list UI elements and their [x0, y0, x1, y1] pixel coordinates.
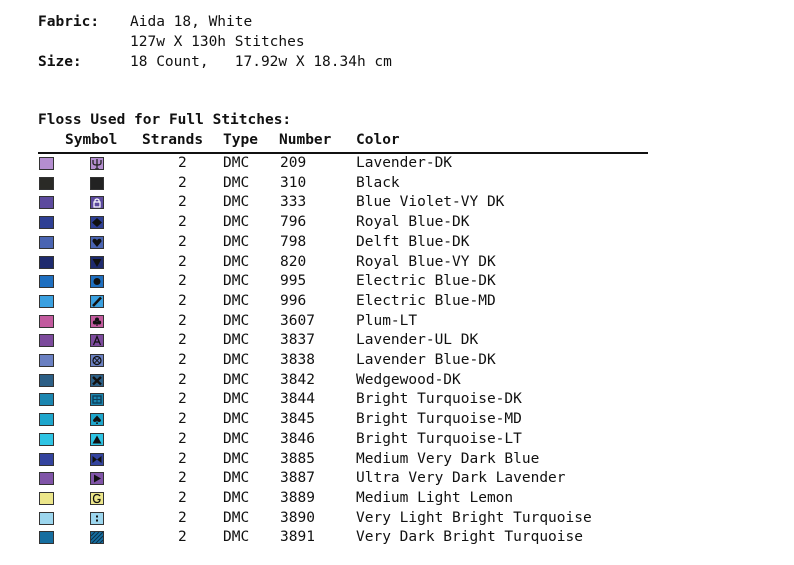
number-cell: 798 — [280, 233, 307, 250]
color-cell: Blue Violet-VY DK — [356, 194, 505, 211]
number-cell: 996 — [280, 292, 307, 309]
type-cell: DMC — [223, 489, 250, 506]
number-cell: 3845 — [280, 411, 315, 428]
hatched-square-icon — [91, 394, 103, 405]
strands-cell: 2 — [178, 312, 187, 329]
crossed-circle-icon — [91, 355, 103, 366]
number-cell: 3887 — [280, 470, 315, 487]
type-cell: DMC — [223, 174, 250, 191]
color-cell: Royal Blue-VY DK — [356, 253, 496, 270]
up-triangle-icon — [91, 434, 103, 445]
color-cell: Bright Turquoise-DK — [356, 391, 522, 408]
number-cell: 3844 — [280, 391, 315, 408]
symbol-box — [90, 492, 104, 505]
color-cell: Wedgewood-DK — [356, 371, 461, 388]
symbol-box — [90, 433, 104, 446]
letter-a-icon — [91, 335, 103, 346]
type-cell: DMC — [223, 470, 250, 487]
strands-cell: 2 — [178, 450, 187, 467]
table-header — [0, 132, 794, 150]
table-row — [0, 430, 794, 450]
table-row — [0, 272, 794, 292]
type-cell: DMC — [223, 529, 250, 546]
number-cell: 3837 — [280, 332, 315, 349]
color-swatch — [39, 157, 54, 170]
color-swatch — [39, 512, 54, 525]
number-cell: 3885 — [280, 450, 315, 467]
number-cell: 3842 — [280, 371, 315, 388]
strands-cell: 2 — [178, 155, 187, 171]
type-cell: DMC — [223, 391, 250, 408]
table-row — [0, 528, 794, 548]
heart-icon — [91, 237, 103, 248]
number-cell: 3890 — [280, 509, 315, 526]
symbol-box — [90, 512, 104, 525]
color-cell: Bright Turquoise-LT — [356, 430, 522, 447]
header-type: Type — [223, 132, 258, 148]
symbol-box — [90, 295, 104, 308]
symbol-box — [90, 315, 104, 328]
table-row — [0, 193, 794, 213]
table-row — [0, 331, 794, 351]
table-row — [0, 312, 794, 332]
table-row — [0, 213, 794, 233]
color-swatch — [39, 453, 54, 466]
color-swatch — [39, 433, 54, 446]
number-cell: 820 — [280, 253, 307, 270]
psi-icon — [91, 158, 103, 169]
number-cell: 209 — [280, 155, 307, 171]
fabric-value: Aida 18, White — [130, 14, 253, 30]
table-row — [0, 489, 794, 509]
size-label: Size: — [38, 54, 82, 70]
color-cell: Plum-LT — [356, 312, 418, 329]
strands-cell: 2 — [178, 332, 187, 349]
type-cell: DMC — [223, 430, 250, 447]
color-swatch — [39, 472, 54, 485]
color-swatch — [39, 334, 54, 347]
table-row — [0, 154, 794, 174]
number-cell: 333 — [280, 194, 307, 211]
fabric-row — [38, 14, 538, 54]
strands-cell: 2 — [178, 509, 187, 526]
color-swatch — [39, 413, 54, 426]
color-cell: Very Light Bright Turquoise — [356, 509, 592, 526]
color-swatch — [39, 295, 54, 308]
table-row — [0, 469, 794, 489]
type-cell: DMC — [223, 371, 250, 388]
number-cell: 995 — [280, 273, 307, 290]
color-swatch — [39, 216, 54, 229]
number-cell: 796 — [280, 214, 307, 231]
table-row — [0, 390, 794, 410]
strands-cell: 2 — [178, 352, 187, 368]
color-swatch — [39, 354, 54, 367]
color-cell: Lavender Blue-DK — [356, 352, 496, 368]
spade-icon — [91, 414, 103, 425]
fabric-stitches: 127w X 130h Stitches — [130, 34, 305, 50]
symbol-box — [90, 354, 104, 367]
strands-cell: 2 — [178, 371, 187, 388]
strands-cell: 2 — [178, 411, 187, 428]
table-row — [0, 253, 794, 273]
type-cell: DMC — [223, 292, 250, 309]
color-swatch — [39, 315, 54, 328]
diamond-icon — [91, 217, 103, 228]
type-cell: DMC — [223, 214, 250, 231]
number-cell: 3846 — [280, 430, 315, 447]
type-cell: DMC — [223, 312, 250, 329]
color-cell: Very Dark Bright Turquoise — [356, 529, 583, 546]
color-swatch — [39, 236, 54, 249]
strands-cell: 2 — [178, 529, 187, 546]
color-swatch — [39, 492, 54, 505]
number-cell: 3607 — [280, 312, 315, 329]
color-cell: Medium Light Lemon — [356, 489, 514, 506]
number-cell: 3838 — [280, 352, 315, 368]
type-cell: DMC — [223, 155, 250, 171]
symbol-box — [90, 157, 104, 170]
type-cell: DMC — [223, 411, 250, 428]
fabric-label: Fabric: — [38, 14, 100, 30]
symbol-box — [90, 531, 104, 544]
strands-cell: 2 — [178, 214, 187, 231]
header-number: Number — [279, 132, 332, 148]
slash-icon — [91, 296, 103, 307]
colon-icon — [91, 513, 103, 524]
right-triangle-icon — [91, 473, 103, 484]
filled-square-icon — [91, 178, 103, 189]
table-row — [0, 371, 794, 391]
color-cell: Medium Very Dark Blue — [356, 450, 540, 467]
number-cell: 310 — [280, 174, 307, 191]
symbol-box — [90, 334, 104, 347]
type-cell: DMC — [223, 194, 250, 211]
color-swatch — [39, 177, 54, 190]
color-cell: Electric Blue-MD — [356, 292, 496, 309]
lock-icon — [91, 197, 103, 208]
symbol-box — [90, 472, 104, 485]
color-cell: Electric Blue-DK — [356, 273, 496, 290]
down-triangle-icon — [91, 257, 103, 268]
strands-cell: 2 — [178, 489, 187, 506]
symbol-box — [90, 236, 104, 249]
symbol-box — [90, 177, 104, 190]
strands-cell: 2 — [178, 273, 187, 290]
type-cell: DMC — [223, 450, 250, 467]
color-swatch — [39, 374, 54, 387]
x-icon — [91, 375, 103, 386]
letter-g-icon — [91, 493, 103, 504]
header-symbol: Symbol — [65, 132, 118, 148]
circle-icon — [91, 276, 103, 287]
type-cell: DMC — [223, 332, 250, 349]
header-strands: Strands — [142, 132, 204, 148]
number-cell: 3889 — [280, 489, 315, 506]
symbol-box — [90, 275, 104, 288]
table-row — [0, 450, 794, 470]
header-color: Color — [356, 132, 400, 148]
color-swatch — [39, 393, 54, 406]
type-cell: DMC — [223, 233, 250, 250]
table-row — [0, 509, 794, 529]
color-cell: Royal Blue-DK — [356, 214, 470, 231]
table-row — [0, 410, 794, 430]
symbol-box — [90, 413, 104, 426]
color-cell: Lavender-UL DK — [356, 332, 479, 349]
color-cell: Ultra Very Dark Lavender — [356, 470, 566, 487]
color-cell: Bright Turquoise-MD — [356, 411, 522, 428]
diagonal-hatch-icon — [91, 532, 103, 543]
color-cell: Black — [356, 174, 400, 191]
type-cell: DMC — [223, 253, 250, 270]
strands-cell: 2 — [178, 292, 187, 309]
symbol-box — [90, 393, 104, 406]
color-cell: Delft Blue-DK — [356, 233, 470, 250]
strands-cell: 2 — [178, 194, 187, 211]
symbol-box — [90, 196, 104, 209]
table-row — [0, 292, 794, 312]
symbol-box — [90, 453, 104, 466]
color-swatch — [39, 196, 54, 209]
symbol-box — [90, 216, 104, 229]
color-swatch — [39, 531, 54, 544]
color-cell: Lavender-DK — [356, 155, 453, 171]
bowtie-icon — [91, 454, 103, 465]
strands-cell: 2 — [178, 430, 187, 447]
table-row — [0, 174, 794, 194]
size-row — [38, 54, 538, 74]
color-swatch — [39, 256, 54, 269]
color-swatch — [39, 275, 54, 288]
symbol-box — [90, 374, 104, 387]
type-cell: DMC — [223, 273, 250, 290]
table-row — [0, 233, 794, 253]
strands-cell: 2 — [178, 391, 187, 408]
symbol-box — [90, 256, 104, 269]
strands-cell: 2 — [178, 233, 187, 250]
type-cell: DMC — [223, 509, 250, 526]
strands-cell: 2 — [178, 253, 187, 270]
size-value: 18 Count, 17.92w X 18.34h cm — [130, 54, 392, 70]
strands-cell: 2 — [178, 174, 187, 191]
table-row — [0, 351, 794, 371]
number-cell: 3891 — [280, 529, 315, 546]
strands-cell: 2 — [178, 470, 187, 487]
club-icon — [91, 316, 103, 327]
section-title: Floss Used for Full Stitches: — [38, 112, 292, 128]
type-cell: DMC — [223, 352, 250, 368]
